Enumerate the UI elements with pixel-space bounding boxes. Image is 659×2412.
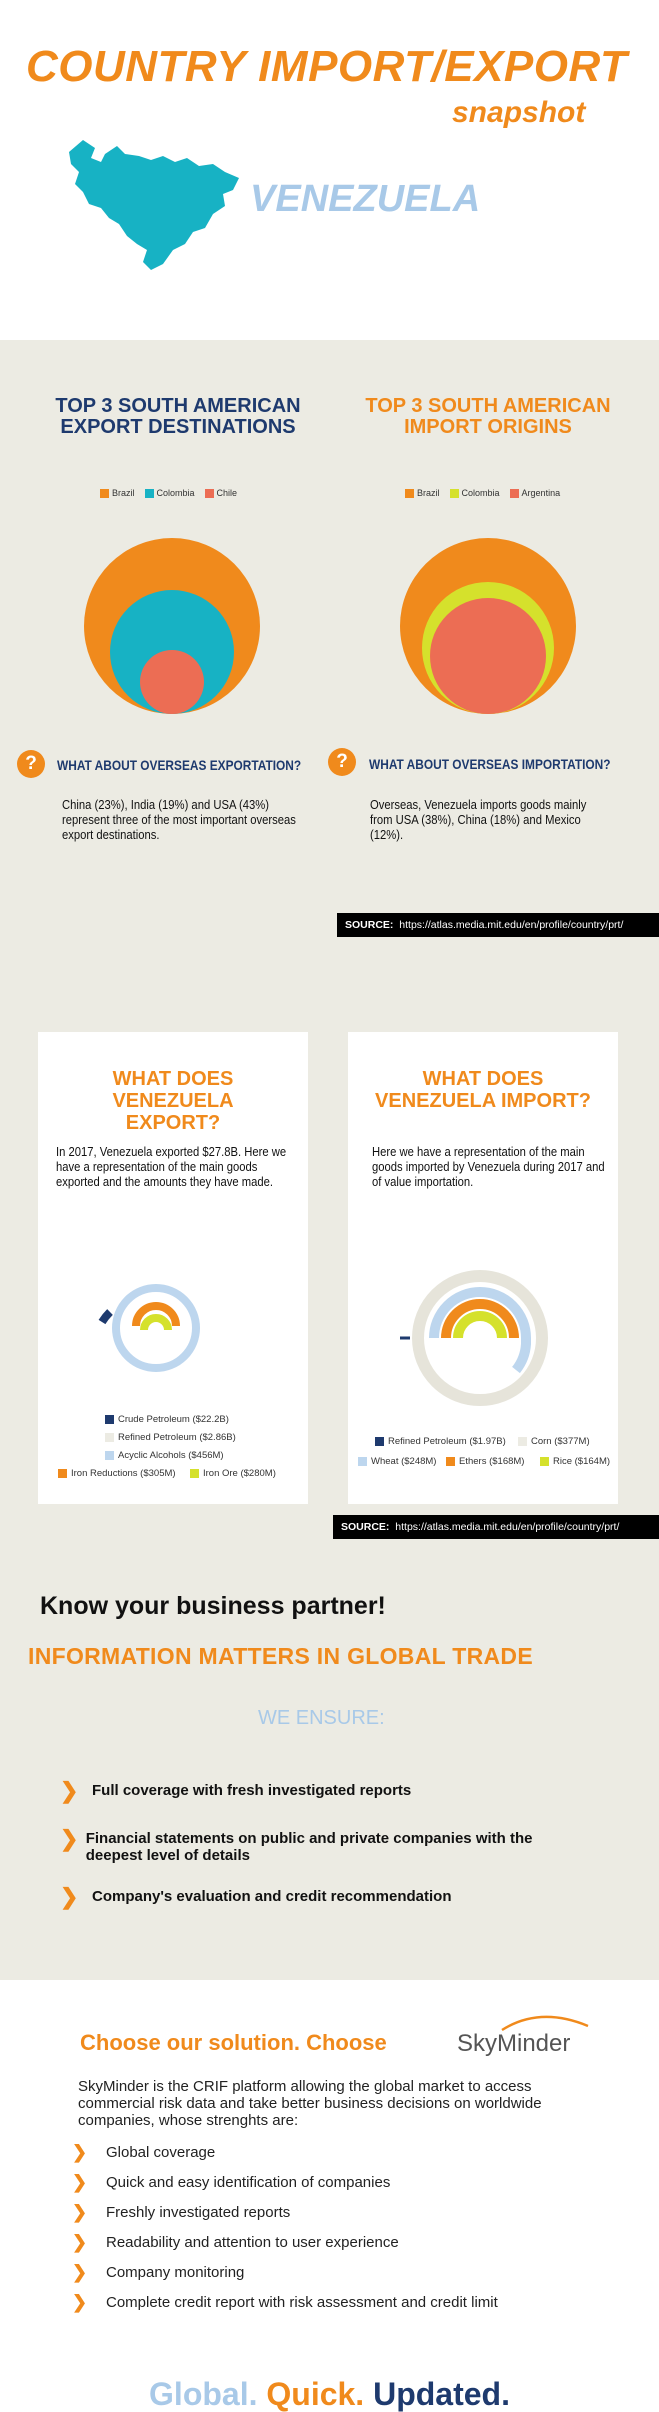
source-label: SOURCE: [341,1521,390,1533]
page-subtitle: snapshot [452,96,586,129]
overseas-import-text: Overseas, Venezuela imports goods mainly from USA (38%), China (18%) and Mexico (12%). [370,798,587,842]
ring-iron-ore [144,1318,168,1330]
export-legend-4: Iron Reductions ($305M) [58,1468,176,1479]
choose-heading: Choose our solution. Choose [80,2030,387,2055]
export-legend-2: Refined Petroleum ($2.86B) [105,1432,236,1443]
slogan [0,2378,659,2410]
bubble-chile [140,650,204,714]
legend-item [510,488,561,498]
feature-item [72,2232,399,2253]
ensure-item [60,1884,580,1909]
legend-swatch [405,489,414,498]
chevron-right-icon: ❯ [72,2232,88,2252]
legend-item [450,488,500,498]
bubble-argentina [430,598,546,714]
export-card-title [38,1068,308,1134]
slogan-quick: Quick. [266,2376,365,2412]
legend-label: Argentina [521,488,561,498]
source-bar [337,913,659,937]
partner-subtitle: INFORMATION MATTERS IN GLOBAL TRADE [28,1643,533,1669]
overseas-export-text: China (23%), India (19%) and USA (43%) represent three of the most important overseas export destinations. [62,798,296,842]
source-label: SOURCE: [345,919,394,931]
chevron-right-icon: ❯ [60,1778,79,1803]
export-legend-1: Crude Petroleum ($22.2B) [105,1414,229,1425]
feature-text: Complete credit report with risk assessment and credit limit [106,2294,498,2311]
export-card-title-text: WHAT DOES VENEZUELA EXPORT? [112,1068,234,1134]
skyminder-swoosh-icon [500,2010,590,2032]
slogan-updated: Updated. [373,2376,510,2412]
ensure-item [60,1778,580,1803]
legend-swatch [100,489,109,498]
slogan-global: Global. [149,2376,258,2412]
venezuela-map-icon [65,132,245,277]
chevron-right-icon: ❯ [60,1884,79,1909]
import-legend-1: Refined Petroleum ($1.97B) [375,1436,506,1447]
import-legend-2: Corn ($377M) [518,1436,590,1447]
legend-item [100,488,135,498]
import-legend-3: Wheat ($248M) [358,1456,436,1467]
question-icon: ? [17,750,45,778]
ring-crude-petroleum [102,1312,110,1322]
chevron-right-icon: ❯ [72,2262,88,2282]
import-card-text: Here we have a representation of the main goods imported by Venezuela during 2017 and of value importation. [372,1145,605,1189]
legend-label: Chile [216,488,238,498]
import-legend-4: Ethers ($168M) [446,1456,524,1467]
export-destinations-legend [100,488,237,498]
chevron-right-icon: ❯ [72,2172,88,2192]
export-legend-5: Iron Ore ($280M) [190,1468,276,1479]
source-url[interactable]: https://atlas.media.mit.edu/en/profile/country/prt/ [395,1521,620,1533]
chevron-right-icon: ❯ [72,2142,88,2162]
ensure-item-text: Company's evaluation and credit recommendation [92,1888,452,1905]
legend-swatch [205,489,214,498]
feature-text: Quick and easy identification of companies [106,2174,391,2191]
source-url[interactable]: https://atlas.media.mit.edu/en/profile/country/prt/ [399,919,624,931]
source-bar [333,1515,659,1539]
ring-acyclic-alcohols [116,1288,196,1368]
overseas-import-title: WHAT ABOUT OVERSEAS IMPORTATION? [369,756,611,772]
chevron-right-icon: ❯ [72,2292,88,2312]
feature-item [72,2292,498,2313]
feature-item [72,2142,215,2163]
legend-swatch [145,489,154,498]
ensure-item-text: Financial statements on public and private companies with the deepest level of details [85,1830,533,1864]
import-card-title [348,1068,618,1112]
feature-text: Readability and attention to user experience [106,2234,399,2251]
legend-item [405,488,440,498]
partner-title: Know your business partner! [40,1592,386,1620]
country-name: VENEZUELA [250,178,481,220]
feature-text: Freshly investigated reports [106,2204,291,2221]
import-legend-5: Rice ($164M) [540,1456,610,1467]
feature-item [72,2172,390,2193]
chevron-right-icon: ❯ [72,2202,88,2222]
legend-item [205,488,238,498]
export-card-text: In 2017, Venezuela exported $27.8B. Here we have a representation of the main goods exported and the amounts they have made. [56,1145,287,1189]
page-title: COUNTRY IMPORT/EXPORT [26,42,628,91]
export-destinations-bubble-chart [82,536,262,716]
import-card-title-text: WHAT DOES VENEZUELA IMPORT? [375,1068,591,1112]
ensure-item [60,1826,580,1864]
export-legend-3: Acyclic Alcohols ($456M) [105,1450,224,1461]
chevron-right-icon: ❯ [60,1826,79,1851]
overseas-export-title: WHAT ABOUT OVERSEAS EXPORTATION? [57,757,302,773]
legend-swatch [510,489,519,498]
import-origins-bubble-chart [398,536,578,716]
legend-label: Colombia [156,488,195,498]
export-destinations-title: TOP 3 SOUTH AMERICAN EXPORT DESTINATIONS [55,395,301,438]
brand-logo: SkyMinder [457,2030,571,2057]
feature-text: Company monitoring [106,2264,245,2281]
legend-swatch [450,489,459,498]
import-origins-legend [405,488,560,498]
solution-description: SkyMinder is the CRIF platform allowing the global market to access commercial risk data and take better business decisions on worldwide companies, whose strenghts are: [78,2078,542,2129]
export-radial-chart [96,1278,216,1398]
legend-item [145,488,195,498]
feature-item [72,2202,290,2223]
legend-label: Colombia [461,488,500,498]
legend-label: Brazil [417,488,440,498]
feature-item [72,2262,244,2283]
legend-label: Brazil [112,488,135,498]
import-radial-chart [400,1270,560,1410]
question-icon: ? [328,748,356,776]
ensure-item-text: Full coverage with fresh investigated reports [92,1782,412,1799]
ensure-heading: WE ENSURE: [258,1707,385,1729]
feature-text: Global coverage [106,2144,216,2161]
import-origins-title: TOP 3 SOUTH AMERICAN IMPORT ORIGINS [365,395,611,438]
ring-rice [458,1316,502,1338]
